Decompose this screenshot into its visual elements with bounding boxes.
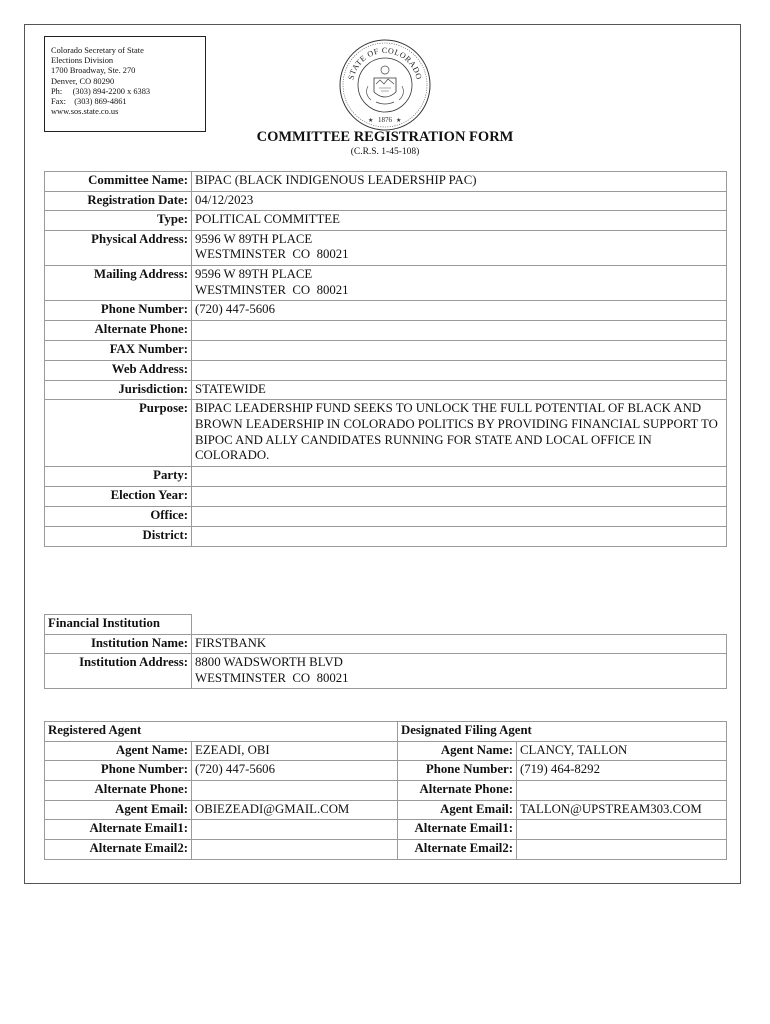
svg-text:★: ★ (396, 118, 402, 124)
address-line: 9596 W 89TH PLACE (195, 266, 313, 281)
filing-agent-alt-email2 (517, 840, 727, 860)
web-address-value (192, 360, 727, 380)
table-row (45, 265, 727, 300)
institution-address-value (192, 654, 727, 689)
alternate-phone-value (192, 320, 727, 340)
field-label: Alternate Phone: (398, 780, 517, 800)
financial-institution-table (44, 614, 727, 689)
field-label: Agent Name: (398, 741, 517, 761)
address-line: 8800 WADSWORTH BLVD (195, 655, 343, 670)
field-label: Agent Name: (45, 741, 192, 761)
mailing-address-value (192, 265, 727, 300)
address-line: WESTMINSTER CO 80021 (195, 670, 349, 685)
filing-agent-phone: (719) 464-8292 (517, 761, 727, 781)
table-row (45, 301, 727, 321)
office-line: www.sos.state.co.us (51, 107, 119, 117)
office-line: Fax: (303) 869-4861 (51, 97, 127, 107)
table-row (45, 400, 727, 466)
table-row (45, 191, 727, 211)
filing-agent-alt-phone (517, 780, 727, 800)
field-label: Alternate Email2: (398, 840, 517, 860)
field-label: Web Address: (45, 360, 192, 380)
filing-agent-email: TALLON@UPSTREAM303.COM (517, 800, 727, 820)
field-label: Institution Address: (45, 654, 192, 689)
registered-agent-email: OBIEZEADI@GMAIL.COM (192, 800, 398, 820)
registered-agent-alt-phone (192, 780, 398, 800)
field-label: Registration Date: (45, 191, 192, 211)
field-label: Phone Number: (45, 761, 192, 781)
field-label: Alternate Phone: (45, 780, 192, 800)
table-row (45, 211, 727, 231)
table-row (45, 840, 727, 860)
field-label: Agent Email: (398, 800, 517, 820)
purpose-value: BIPAC LEADERSHIP FUND SEEKS TO UNLOCK THE FULL POTENTIAL OF BLACK AND BROWN LEADERSHIP IN COLORADO POLITICS BY PROVIDING FINANCIAL SUPPORT TO BIPOC AND ALLY CANDIDATES RUNNING FOR STATE AND LOCAL OFFICE IN COLORADO. (192, 400, 727, 466)
field-label: Phone Number: (398, 761, 517, 781)
field-label: Office: (45, 506, 192, 526)
party-value (192, 466, 727, 486)
field-label: Alternate Email1: (45, 820, 192, 840)
field-label: Phone Number: (45, 301, 192, 321)
registration-date-value: 04/12/2023 (192, 191, 727, 211)
table-row (45, 320, 727, 340)
institution-name-value: FIRSTBANK (192, 634, 727, 654)
election-year-value (192, 486, 727, 506)
seal-top-text: STATE OF COLORADO (346, 45, 424, 81)
office-value (192, 506, 727, 526)
svg-text:STATE OF COLORADO (346, 46, 423, 81)
table-row (45, 230, 727, 265)
table-row (45, 526, 727, 546)
table-row (45, 741, 727, 761)
table-row (45, 780, 727, 800)
jurisdiction-value: STATEWIDE (192, 380, 727, 400)
svg-text:★: ★ (368, 118, 374, 124)
state-seal-icon (338, 38, 432, 132)
registered-agent-alt-email1 (192, 820, 398, 840)
table-row (45, 506, 727, 526)
office-address-box (44, 36, 206, 132)
table-row (45, 761, 727, 781)
office-line: Colorado Secretary of State (51, 46, 144, 55)
table-row (45, 634, 727, 654)
field-label: Jurisdiction: (45, 380, 192, 400)
office-line: Elections Division (51, 56, 114, 66)
field-label: Committee Name: (45, 172, 192, 192)
field-label: Alternate Email1: (398, 820, 517, 840)
filing-agent-name: CLANCY, TALLON (517, 741, 727, 761)
table-row (45, 820, 727, 840)
section-header: Registered Agent (45, 722, 398, 742)
field-label: Agent Email: (45, 800, 192, 820)
field-label: Physical Address: (45, 230, 192, 265)
field-label: Institution Name: (45, 634, 192, 654)
table-row (45, 172, 727, 192)
field-label: Purpose: (45, 400, 192, 466)
field-label: Type: (45, 211, 192, 231)
office-line: Ph: (303) 894-2200 x 6383 (51, 86, 151, 96)
form-subtitle: (C.R.S. 1-45-108) (350, 147, 420, 157)
office-line: 1700 Broadway, Ste. 270 (51, 66, 136, 76)
table-row (45, 654, 727, 689)
field-label: FAX Number: (45, 340, 192, 360)
table-row (45, 380, 727, 400)
field-label: Mailing Address: (45, 265, 192, 300)
committee-info-table (44, 171, 727, 547)
table-row (45, 722, 727, 742)
registered-agent-phone: (720) 447-5606 (192, 761, 398, 781)
address-line: WESTMINSTER CO 80021 (195, 282, 349, 297)
office-line: Denver, CO 80290 (51, 76, 115, 86)
field-label: Alternate Email2: (45, 840, 192, 860)
registered-agent-alt-email2 (192, 840, 398, 860)
filing-agent-alt-email1 (517, 820, 727, 840)
table-row (45, 360, 727, 380)
registered-agent-name: EZEADI, OBI (192, 741, 398, 761)
form-title: COMMITTEE REGISTRATION FORM (256, 129, 514, 145)
type-value: POLITICAL COMMITTEE (192, 211, 727, 231)
section-header: Financial Institution (45, 615, 192, 635)
field-label: Election Year: (45, 486, 192, 506)
table-row (45, 615, 727, 635)
seal-year: 1876 (378, 116, 392, 124)
agents-table (44, 721, 727, 860)
fax-number-value (192, 340, 727, 360)
field-label: District: (45, 526, 192, 546)
committee-name-value: BIPAC (BLACK INDIGENOUS LEADERSHIP PAC) (192, 172, 727, 192)
address-line: WESTMINSTER CO 80021 (195, 247, 349, 262)
table-row (45, 800, 727, 820)
address-line: 9596 W 89TH PLACE (195, 231, 313, 246)
physical-address-value (192, 230, 727, 265)
district-value (192, 526, 727, 546)
section-header: Designated Filing Agent (398, 722, 727, 742)
table-row (45, 466, 727, 486)
phone-number-value: (720) 447-5606 (192, 301, 727, 321)
table-row (45, 486, 727, 506)
table-row (45, 340, 727, 360)
field-label: Alternate Phone: (45, 320, 192, 340)
field-label: Party: (45, 466, 192, 486)
